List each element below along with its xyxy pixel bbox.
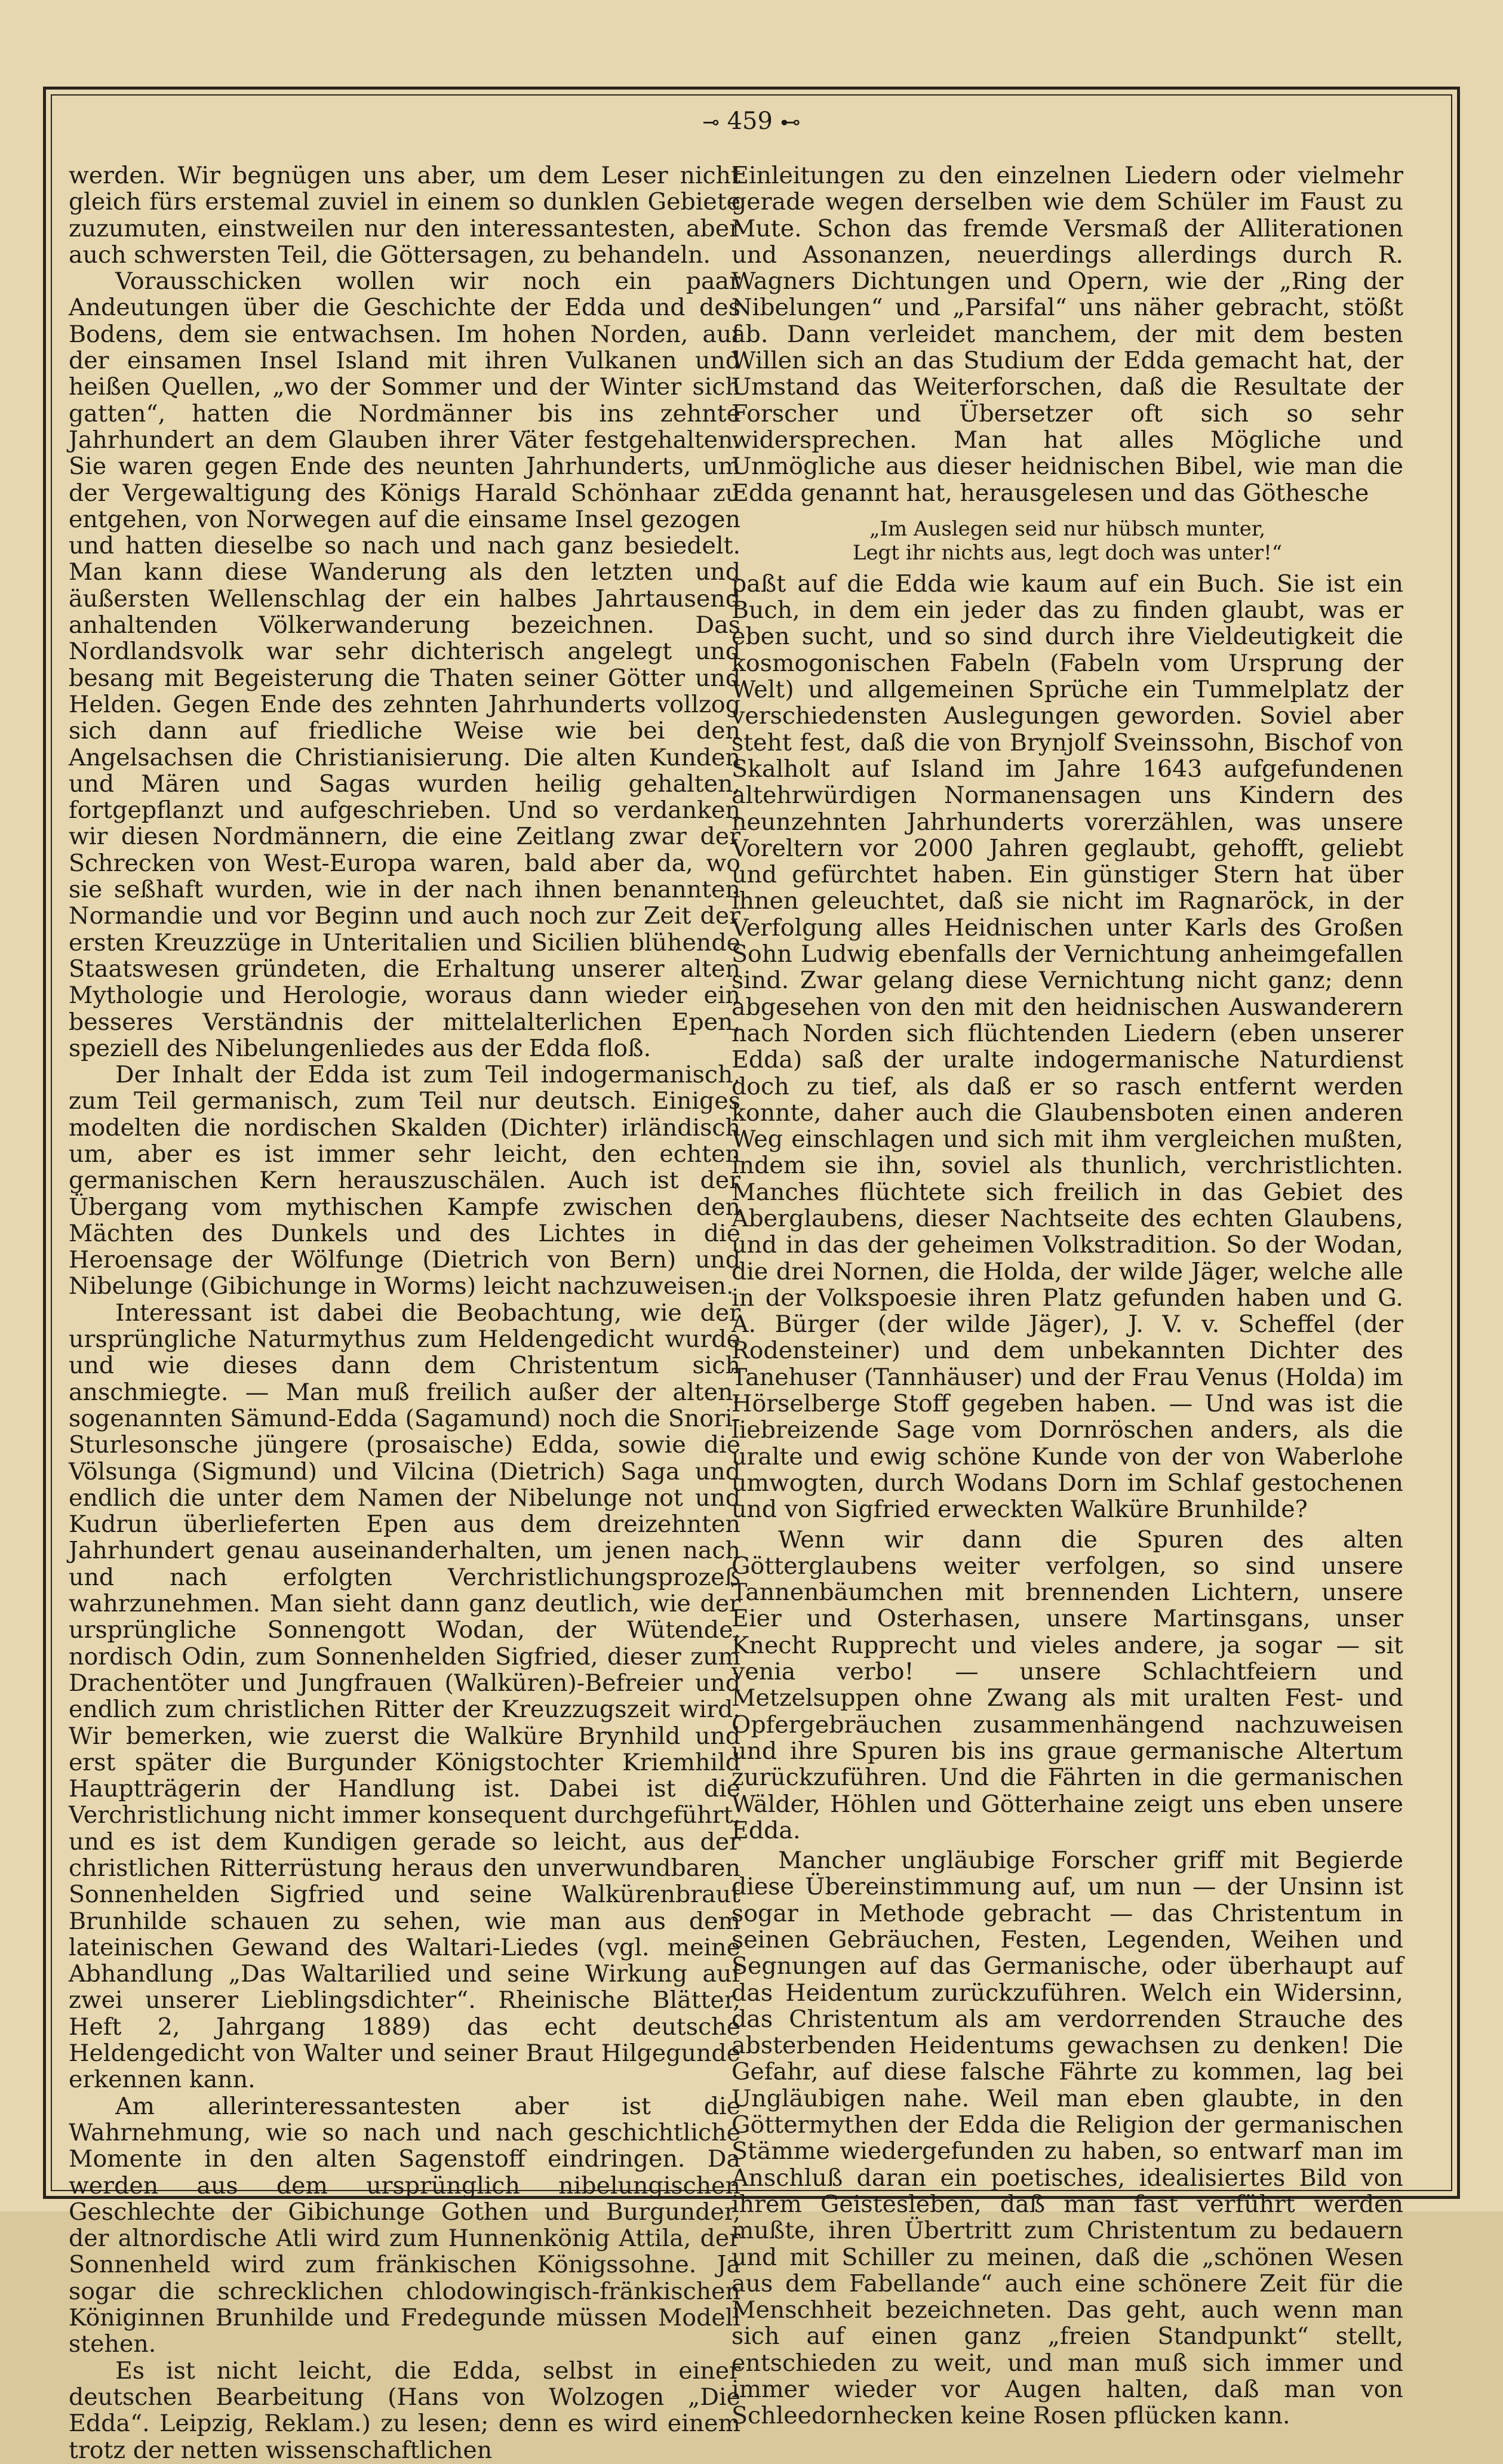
paragraph: Der Inhalt der Edda ist zum Teil indogermanisch, zum Teil germanisch, zum Teil nur deutsch. Einiges modelten die nordischen Skalden (Dichter) irländisch um, aber es ist immer sehr leicht, den echten germanischen Kern herauszuschälen. Auch ist der Übergang vom mythischen Kampfe zwischen den Mächten des Dunkels und des Lichtes in die Heroensage der Wölfunge (Dietrich von Bern) und Nibelunge (Gibichunge in Worms) leicht nachzuweisen. — [69, 1061, 740, 1300]
quote-line: „Im Auslegen seid nur hübsch munter, — [869, 516, 1266, 541]
paragraph: paßt auf die Edda wie kaum auf ein Buch. Sie ist ein Buch, in dem ein jeder das zu finden glaubt, was er eben sucht, und so sind durch ihre Vieldeutigkeit die kosmogonischen Fabeln (Fabeln vom Ursprung der Welt) und allgemeinen Sprüche ein Tummelplatz der verschiedensten Auslegungen geworden. Soviel aber steht fest, daß die von Brynjolf Sveinssohn, Bischof von Skalholt auf Island im Jahre 1643 aufgefundenen altehrwürdigen Normanensagen uns Kindern des neunzehnten Jahrhunderts vorerzählen, was unsere Voreltern vor 2000 Jahren geglaubt, gehofft, geliebt und gefürchtet haben. Ein günstiger Stern hat über ihnen geleuchtet, daß sie nicht im Ragnaröck, in der Verfolgung alles Heidnischen unter Karls des Großen Sohn Ludwig ebenfalls der Vernichtung anheimgefallen sind. Zwar gelang diese Vernichtung nicht ganz; denn abgesehen von den mit den heidnischen Auswanderern nach Norden sich flüchtenden Liedern (eben unserer Edda) saß der uralte indogermanische Naturdienst doch zu tief, als daß er so rasch entfernt werden konnte, daher auch die Glaubensboten einen anderen Weg einschlagen und sich mit ihm vergleichen mußten, indem sie ihn, soviel als thunlich, verchristlichten. Manches flüchtete sich freilich in das Gebiet des Aberglaubens, dieser Nachtseite des echten Glaubens, und in das der geheimen Volkstradition. So der Wodan, die drei Nornen, die Holda, der wilde Jäger, welche alle in der Volkspoesie ihren Platz gefunden haben und G. A. Bürger (der wilde Jäger), J. V. v. Scheffel (der Rodensteiner) und dem unbekannten Dichter des Tanehuser (Tannhäuser) und der Frau Venus (Holda) im Hörselberge Stoff gegeben haben. — Und was ist die liebreizende Sage vom Dornröschen anders, als die uralte und ewig schöne Kunde von der von Waberlohe umwogten, durch Wodans Dorn im Schlaf gestochenen und von Sigfried erweckten Walküre Brunhilde? — [731, 570, 1403, 1524]
paragraph: Es ist nicht leicht, die Edda, selbst in einer deutschen Bearbeitung (Hans von Wolzogen „Die Edda“. Leipzig, Reklam.) zu lesen; denn es wird einem trotz der netten wissenschaftlichen — [69, 2357, 740, 2464]
paragraph: Vorausschicken wollen wir noch ein paar Andeutungen über die Geschichte der Edda und des Bodens, dem sie entwachsen. Im hohen Norden, auf der einsamen Insel Island mit ihren Vulkanen und heißen Quellen, „wo der Sommer und der Winter sich gatten“, hatten die Nordmänner bis ins zehnte Jahrhundert an dem Glauben ihrer Väter festgehalten. Sie waren gegen Ende des neunten Jahrhunderts, um der Vergewaltigung des Königs Harald Schönhaar zu entgehen, von Norwegen auf die einsame Insel gezogen und hatten dieselbe so nach und nach ganz besiedelt. Man kann diese Wanderung als den letzten und äußersten Wellenschlag der ein halbes Jahrtausend anhaltenden Völkerwanderung bezeichnen. Das Nordlandsvolk war sehr dichterisch angelegt und besang mit Begeisterung die Thaten seiner Götter und Helden. Gegen Ende des zehnten Jahrhunderts vollzog sich dann auf friedliche Weise wie bei den Angelsachsen die Christianisierung. Die alten Kunden und Mären und Sagas wurden heilig gehalten, fortgepflanzt und aufgeschrieben. Und so verdanken wir diesen Nordmännern, die eine Zeitlang zwar der Schrecken von West-Europa waren, bald aber da, wo sie seßhaft wurden, wie in der nach ihnen benannten Normandie und vor Beginn und auch noch zur Zeit der ersten Kreuzzüge in Unteritalien und Sicilien blühende Staatswesen gründeten, die Erhaltung unserer alten Mythologie und Herologie, woraus dann wieder ein besseres Verständnis der mittelalterlichen Epen, speziell des Nibelungenliedes aus der Edda floß. — [69, 267, 740, 1062]
page-number-header — [0, 106, 1503, 137]
ornament-right: ⊷ — [780, 110, 801, 134]
quote-line: Legt ihr nichts aus, legt doch was unter!“ — [852, 540, 1283, 565]
right-column — [731, 162, 1403, 2430]
paragraph: Interessant ist dabei die Beobachtung, wie der ursprüngliche Naturmythus zum Heldengedicht wurde und wie dieses dann dem Christentum sich anschmiegte. — Man muß freilich außer der alten, sogenannten Sämund-Edda (Sagamund) noch die Snori-Sturlesonsche jüngere (prosaische) Edda, sowie die Völsunga (Sigmund) und Vilcina (Dietrich) Saga und endlich die unter dem Namen der Nibelunge not und Kudrun überlieferten Epen aus dem dreizehnten Jahrhundert genau auseinanderhalten, um jenen nach und nach erfolgten Verchristlichungsprozeß wahrzunehmen. Man sieht dann ganz deutlich, wie der ursprüngliche Sonnengott Wodan, der Wütende, nordisch Odin, zum Sonnenhelden Sigfried, dieser zum Drachentöter und Jungfrauen (Walküren)-Befreier und endlich zum christlichen Ritter der Kreuzzugszeit wird. Wir bemerken, wie zuerst die Walküre Brynhild und erst später die Burgunder Königstochter Kriemhild Hauptträgerin der Handlung ist. Dabei ist die Verchristlichung nicht immer konsequent durchgeführt, und es ist dem Kundigen gerade so leicht, aus der christlichen Ritterrüstung heraus den unverwundbaren Sonnenhelden Sigfried und seine Walkürenbraut Brunhilde schauen zu sehen, wie man aus dem lateinischen Gewand des Waltari-Liedes (vgl. meine Abhandlung „Das Waltarilied und seine Wirkung auf zwei unserer Lieblingsdichter“. Rheinische Blätter, Heft 2, Jahrgang 1889) das echt deutsche Heldengedicht von Walter und seiner Braut Hilgegunde erkennen kann. — [69, 1299, 740, 2094]
ornament-left: ⊸ — [702, 110, 720, 134]
paragraph: Am allerinteressantesten aber ist die Wahrnehmung, wie so nach und nach geschichtliche Momente in den alten Sagenstoff eindringen. Da werden aus dem ursprünglich nibelungischen Geschlechte der Gibichunge Gothen und Burgunder, der altnordische Atli wird zum Hunnenkönig Attila, der Sonnenheld wird zum fränkischen Königssohne. Ja sogar die schrecklichen chlodowingisch-fränkischen Königinnen Brunhilde und Fredegunde müssen Modell stehen. — [69, 2092, 740, 2358]
goethe-quote — [731, 517, 1403, 565]
paragraph: Wenn wir dann die Spuren des alten Götterglaubens weiter verfolgen, so sind unsere Tannenbäumchen mit brennenden Lichtern, unsere Eier und Osterhasen, unsere Martinsgans, unser Knecht Rupprecht und vieles andere, ja sogar — sit venia verbo! — unsere Schlachtfeiern und Metzelsuppen ohne Zwang als mit uralten Fest- und Opfergebräuchen zusammenhängend nachzuweisen und ihre Spuren bis ins graue germanische Altertum zurückzuführen. Und die Fährten in die germanischen Wälder, Höhlen und Götterhaine zeigt uns eben unsere Edda. — [731, 1525, 1403, 1844]
paragraph: Einleitungen zu den einzelnen Liedern oder vielmehr gerade wegen derselben wie dem Schüler im Faust zu Mute. Schon das fremde Versmaß der Alliterationen und Assonanzen, neuerdings allerdings durch R. Wagners Dichtungen und Opern, wie der „Ring der Nibelungen“ und „Parsifal“ uns näher gebracht, stößt ab. Dann verleidet manchem, der mit dem besten Willen sich an das Studium der Edda gemacht hat, der Umstand das Weiterforschen, daß die Resultate der Forscher und Übersetzer oft sich so sehr widersprechen. Man hat alles Mögliche und Unmögliche aus dieser heidnischen Bibel, wie man die Edda genannt hat, herausgelesen und das Göthesche — [731, 162, 1403, 507]
paragraph: werden. Wir begnügen uns aber, um dem Leser nicht gleich fürs erstemal zuviel in einem so dunklen Gebiete zuzumuten, einstweilen nur den interessantesten, aber auch schwersten Teil, die Göttersagen, zu behandeln. — [69, 162, 740, 269]
page-number: 459 — [727, 107, 773, 135]
paragraph: Mancher ungläubige Forscher griff mit Begierde diese Übereinstimmung auf, um nun — der Unsinn ist sogar in Methode gebracht — das Christentum in seinen Gebräuchen, Festen, Legenden, Weihen und Segnungen auf das Germanische, oder überhaupt auf das Heidentum zurückzuführen. Welch ein Widersinn, das Christentum als am verdorrenden Strauche des absterbenden Heidentums gewachsen zu denken! Die Gefahr, auf diese falsche Fährte zu kommen, lag bei Ungläubigen nahe. Weil man eben glaubte, in den Göttermythen der Edda die Religion der germanischen Stämme wiedergefunden zu haben, so entwarf man im Anschluß daran ein poetisches, idealisiertes Bild von ihrem Geistesleben, daß man fast verführt werden mußte, ihren Übertritt zum Christentum zu bedauern und mit Schiller zu meinen, daß die „schönen Wesen aus dem Fabellande“ auch eine schönere Zeit für die Menschheit bezeichneten. Das geht, auch wenn man sich auf einen ganz „freien Standpunkt“ stellt, entschieden zu weit, und man muß sich immer und immer wieder vor Augen halten, daß man von Schleedornhecken keine Rosen pflücken kann. — [731, 1847, 1403, 2430]
left-column — [69, 162, 740, 2464]
